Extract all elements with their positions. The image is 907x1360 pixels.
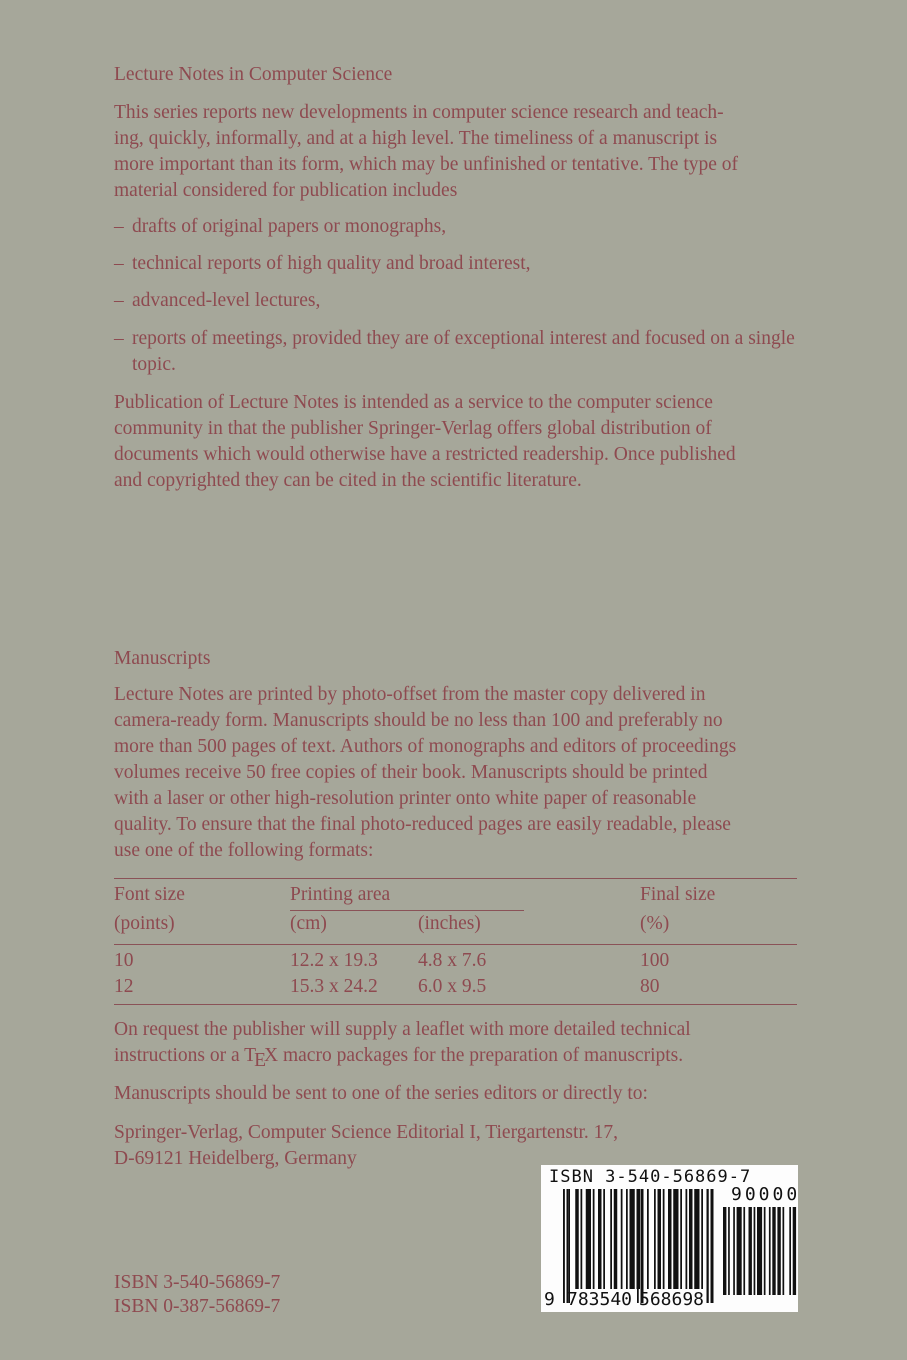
- header-final-size: Final size: [640, 884, 716, 905]
- header-final-size-unit: (%): [640, 913, 670, 934]
- cell-final: 80: [640, 976, 660, 997]
- barcode-bar: [694, 1189, 699, 1289]
- address-line: D-69121 Heidelberg, Germany: [114, 1148, 357, 1169]
- barcode-bar: [568, 1189, 570, 1303]
- manuscripts-title: Manuscripts: [114, 648, 211, 669]
- cell-inches: 6.0 x 9.5: [418, 976, 487, 997]
- barcode-bar: [603, 1189, 605, 1289]
- body-line: volumes receive 50 free copies of their book. Manuscripts should be printed: [114, 762, 708, 783]
- publication-line: Publication of Lecture Notes is intended as a service to the computer science: [114, 392, 713, 413]
- barcode-bar: [575, 1189, 579, 1289]
- barcode-bar: [789, 1207, 791, 1295]
- barcode-bar: [689, 1189, 693, 1289]
- barcode-bar: [793, 1207, 796, 1295]
- list-item: [114, 326, 816, 378]
- barcode-bar: [772, 1207, 775, 1295]
- body-line: use one of the following formats:: [114, 840, 374, 861]
- barcode-bar: [686, 1189, 688, 1289]
- list-item: [114, 251, 822, 277]
- barcode-bar: [743, 1207, 745, 1295]
- barcode-bar: [728, 1207, 730, 1295]
- intro-line: ing, quickly, informally, and at a high level. The timeliness of a manuscript is: [114, 128, 718, 149]
- barcode-bar: [733, 1207, 735, 1295]
- body-line: more than 500 pages of text. Authors of monographs and editors of proceedings: [114, 736, 737, 757]
- barcode-bar: [630, 1189, 635, 1289]
- barcode-bar: [723, 1207, 726, 1295]
- barcode-bar: [654, 1189, 656, 1289]
- barcode-bar: [593, 1189, 595, 1289]
- list-item: [114, 288, 822, 314]
- barcode-lead-digit: 9: [544, 1289, 556, 1310]
- barcode: [541, 1165, 801, 1312]
- barcode-bar: [711, 1189, 713, 1303]
- barcode-bar: [754, 1207, 756, 1295]
- barcode-bar: [637, 1189, 639, 1303]
- barcode-bar: [641, 1189, 643, 1303]
- tex-x: X: [264, 1045, 279, 1066]
- barcode-bar: [563, 1189, 565, 1303]
- cell-font: 10: [114, 950, 134, 971]
- manuscripts-body: [114, 682, 804, 864]
- barcode-group1: 783540: [567, 1289, 633, 1310]
- cell-inches: 4.8 x 7.6: [418, 950, 487, 971]
- barcode-bar: [783, 1207, 785, 1295]
- leaflet-text: instructions or a: [114, 1045, 245, 1066]
- isbn-line: ISBN 3-540-56869-7: [114, 1272, 281, 1293]
- barcode-bar: [777, 1207, 780, 1295]
- leaflet-line: [114, 1043, 804, 1069]
- publication-line: documents which would otherwise have a restricted readership. Once published: [114, 444, 736, 465]
- barcode-bar: [668, 1189, 672, 1289]
- body-line: with a laser or other high-resolution printer onto white paper of reasonable: [114, 788, 697, 809]
- body-line: Lecture Notes are printed by photo-offset from the master copy delivered in: [114, 684, 706, 705]
- barcode-bar: [663, 1189, 665, 1289]
- isbn-line: ISBN 0-387-56869-7: [114, 1296, 281, 1317]
- dash-bullet: –: [114, 328, 124, 349]
- barcode-bar: [658, 1189, 662, 1289]
- list-item: [114, 214, 822, 240]
- barcode-bar: [707, 1189, 709, 1303]
- dash-bullet: –: [114, 216, 124, 237]
- address-line: Springer-Verlag, Computer Science Editorial I, Tiergartenstr. 17,: [114, 1122, 618, 1143]
- barcode-bar: [764, 1207, 766, 1295]
- leaflet-text: macro packages for the preparation of manuscripts.: [278, 1045, 684, 1066]
- barcode-bar: [581, 1189, 583, 1289]
- intro-line: This series reports new developments in computer science research and teach-: [114, 102, 724, 123]
- list-item-text: reports of meetings, provided they are of exceptional interest and focused on a single topic.: [132, 328, 795, 375]
- barcode-bar: [621, 1189, 623, 1289]
- barcode-bar: [614, 1189, 618, 1289]
- header-font-size-unit: (points): [114, 913, 175, 934]
- header-font-size: Font size: [114, 884, 185, 905]
- series-intro: [114, 100, 804, 204]
- table-header-rule: [114, 944, 797, 945]
- dash-bullet: –: [114, 253, 124, 274]
- publication-line: community in that the publisher Springer-Verlag offers global distribution of: [114, 418, 712, 439]
- header-cm: (cm): [290, 913, 327, 934]
- barcode-bar: [769, 1207, 771, 1295]
- tex-logo: [244, 1045, 279, 1071]
- tex-e: E: [254, 1050, 267, 1071]
- list-item-text: advanced-level lectures,: [132, 290, 321, 311]
- leaflet-line: On request the publisher will supply a leaflet with more detailed technical: [114, 1019, 691, 1040]
- intro-line: more important than its form, which may be unfinished or tentative. The type of: [114, 154, 739, 175]
- barcode-bar: [701, 1189, 703, 1289]
- dash-bullet: –: [114, 290, 124, 311]
- tex-t: T: [244, 1045, 257, 1066]
- series-title: Lecture Notes in Computer Science: [114, 64, 393, 85]
- barcode-addon-digits: 90000: [731, 1184, 801, 1205]
- list-item-text: drafts of original papers or monographs,: [132, 216, 447, 237]
- cell-font: 12: [114, 976, 134, 997]
- barcode-bar: [737, 1207, 742, 1295]
- table-bottom-rule: [114, 1004, 797, 1005]
- publication-paragraph: [114, 390, 804, 494]
- barcode-bar: [749, 1207, 752, 1295]
- barcode-bar: [673, 1189, 678, 1289]
- barcode-group2: 568698: [639, 1289, 705, 1310]
- barcode-bar: [626, 1189, 628, 1289]
- body-line: camera-ready form. Manuscripts should be no less than 100 and preferably no: [114, 710, 723, 731]
- barcode-bar: [567, 1189, 569, 1303]
- send-to: Manuscripts should be sent to one of the series editors or directly to:: [114, 1083, 648, 1104]
- body-line: quality. To ensure that the final photo-reduced pages are easily readable, please: [114, 814, 731, 835]
- barcode-bar: [598, 1189, 602, 1289]
- intro-line: material considered for publication includes: [114, 180, 458, 201]
- barcode-bar: [610, 1189, 612, 1289]
- barcode-bar: [757, 1207, 762, 1295]
- header-printing-area: Printing area: [290, 884, 391, 905]
- header-inches: (inches): [418, 913, 481, 934]
- list-item-text: technical reports of high quality and broad interest,: [132, 253, 531, 274]
- cell-cm: 15.3 x 24.2: [290, 976, 378, 997]
- barcode-bar: [586, 1189, 591, 1289]
- table-top-rule: [114, 878, 797, 879]
- cell-final: 100: [640, 950, 670, 971]
- publication-line: and copyrighted they can be cited in the scientific literature.: [114, 470, 582, 491]
- barcode-bar: [647, 1189, 649, 1289]
- leaflet-paragraph: [114, 1017, 804, 1069]
- barcode-header: ISBN 3-540-56869-7: [549, 1167, 752, 1187]
- barcode-bar: [680, 1189, 682, 1289]
- cell-cm: 12.2 x 19.3: [290, 950, 378, 971]
